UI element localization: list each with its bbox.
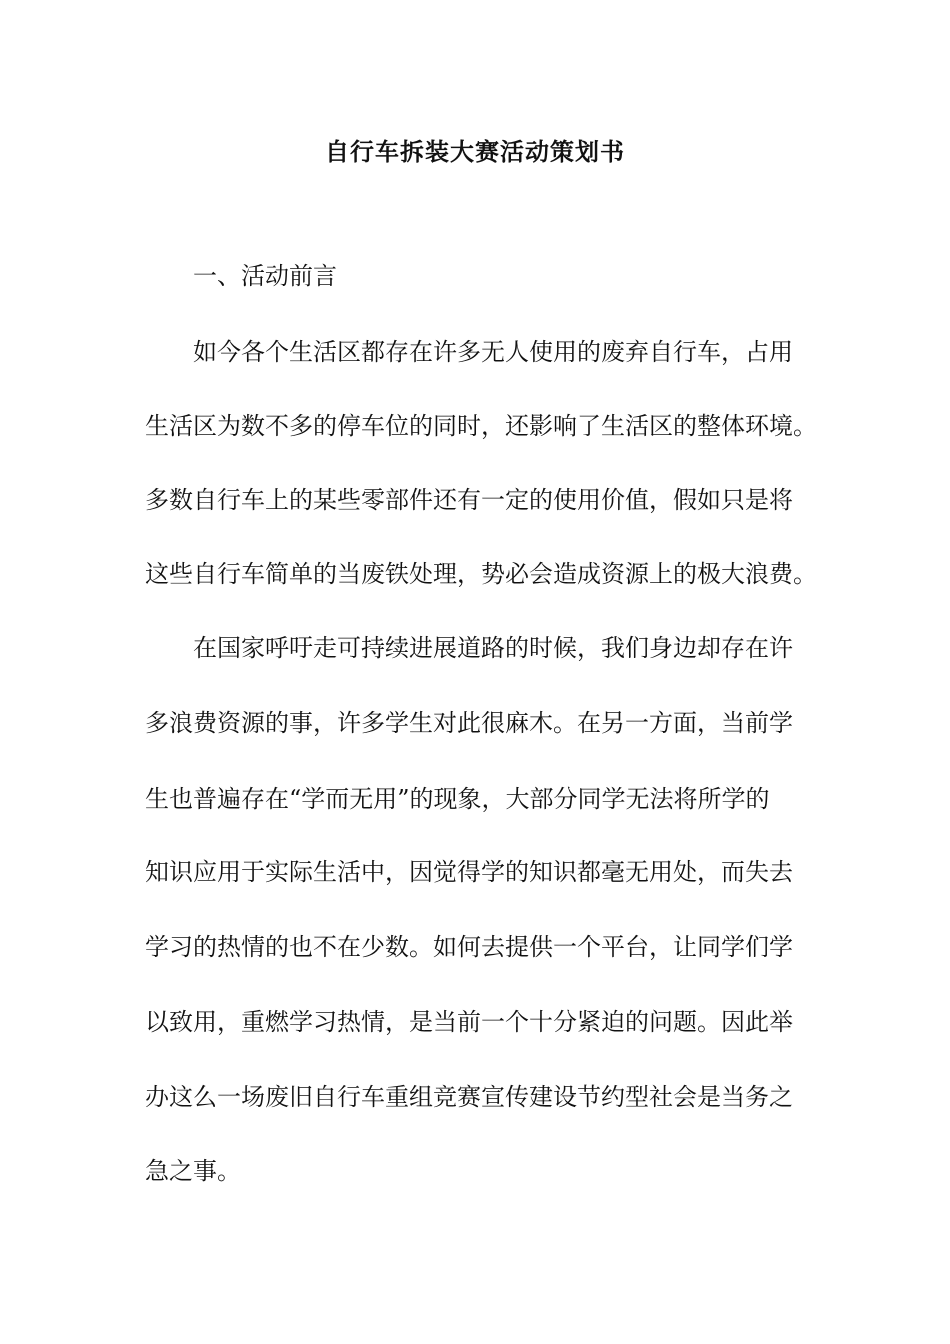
paragraph-line: 办这么一场废旧自行车重组竞赛宣传建设节约型社会是当务之 [145,1083,793,1111]
paragraph-line: 急之事。 [145,1157,241,1185]
paragraph-line: 生也普遍存在“学而无用”的现象，大部分同学无法将所学的 [145,785,770,813]
paragraph-line: 这些自行车简单的当废铁处理，势必会造成资源上的极大浪费。 [145,560,817,588]
paragraph-line: 生活区为数不多的停车位的同时，还影响了生活区的整体环境。 [145,412,817,440]
paragraph-line: 在国家呼吁走可持续进展道路的时候，我们身边却存在许 [193,634,793,662]
paragraph-line: 多浪费资源的事，许多学生对此很麻木。在另一方面，当前学 [145,709,793,737]
paragraph-line: 多数自行车上的某些零部件还有一定的使用价值，假如只是将 [145,486,793,514]
paragraph-line: 如今各个生活区都存在许多无人使用的废弃自行车，占用 [193,338,793,366]
section-heading: 一、活动前言 [193,262,337,290]
document-title: 自行车拆装大赛活动策划书 [325,137,625,166]
paragraph-line: 学习的热情的也不在少数。如何去提供一个平台，让同学们学 [145,933,793,961]
paragraph-line: 知识应用于实际生活中，因觉得学的知识都毫无用处，而失去 [145,858,793,886]
paragraph-line: 以致用，重燃学习热情，是当前一个十分紧迫的问题。因此举 [145,1008,793,1036]
